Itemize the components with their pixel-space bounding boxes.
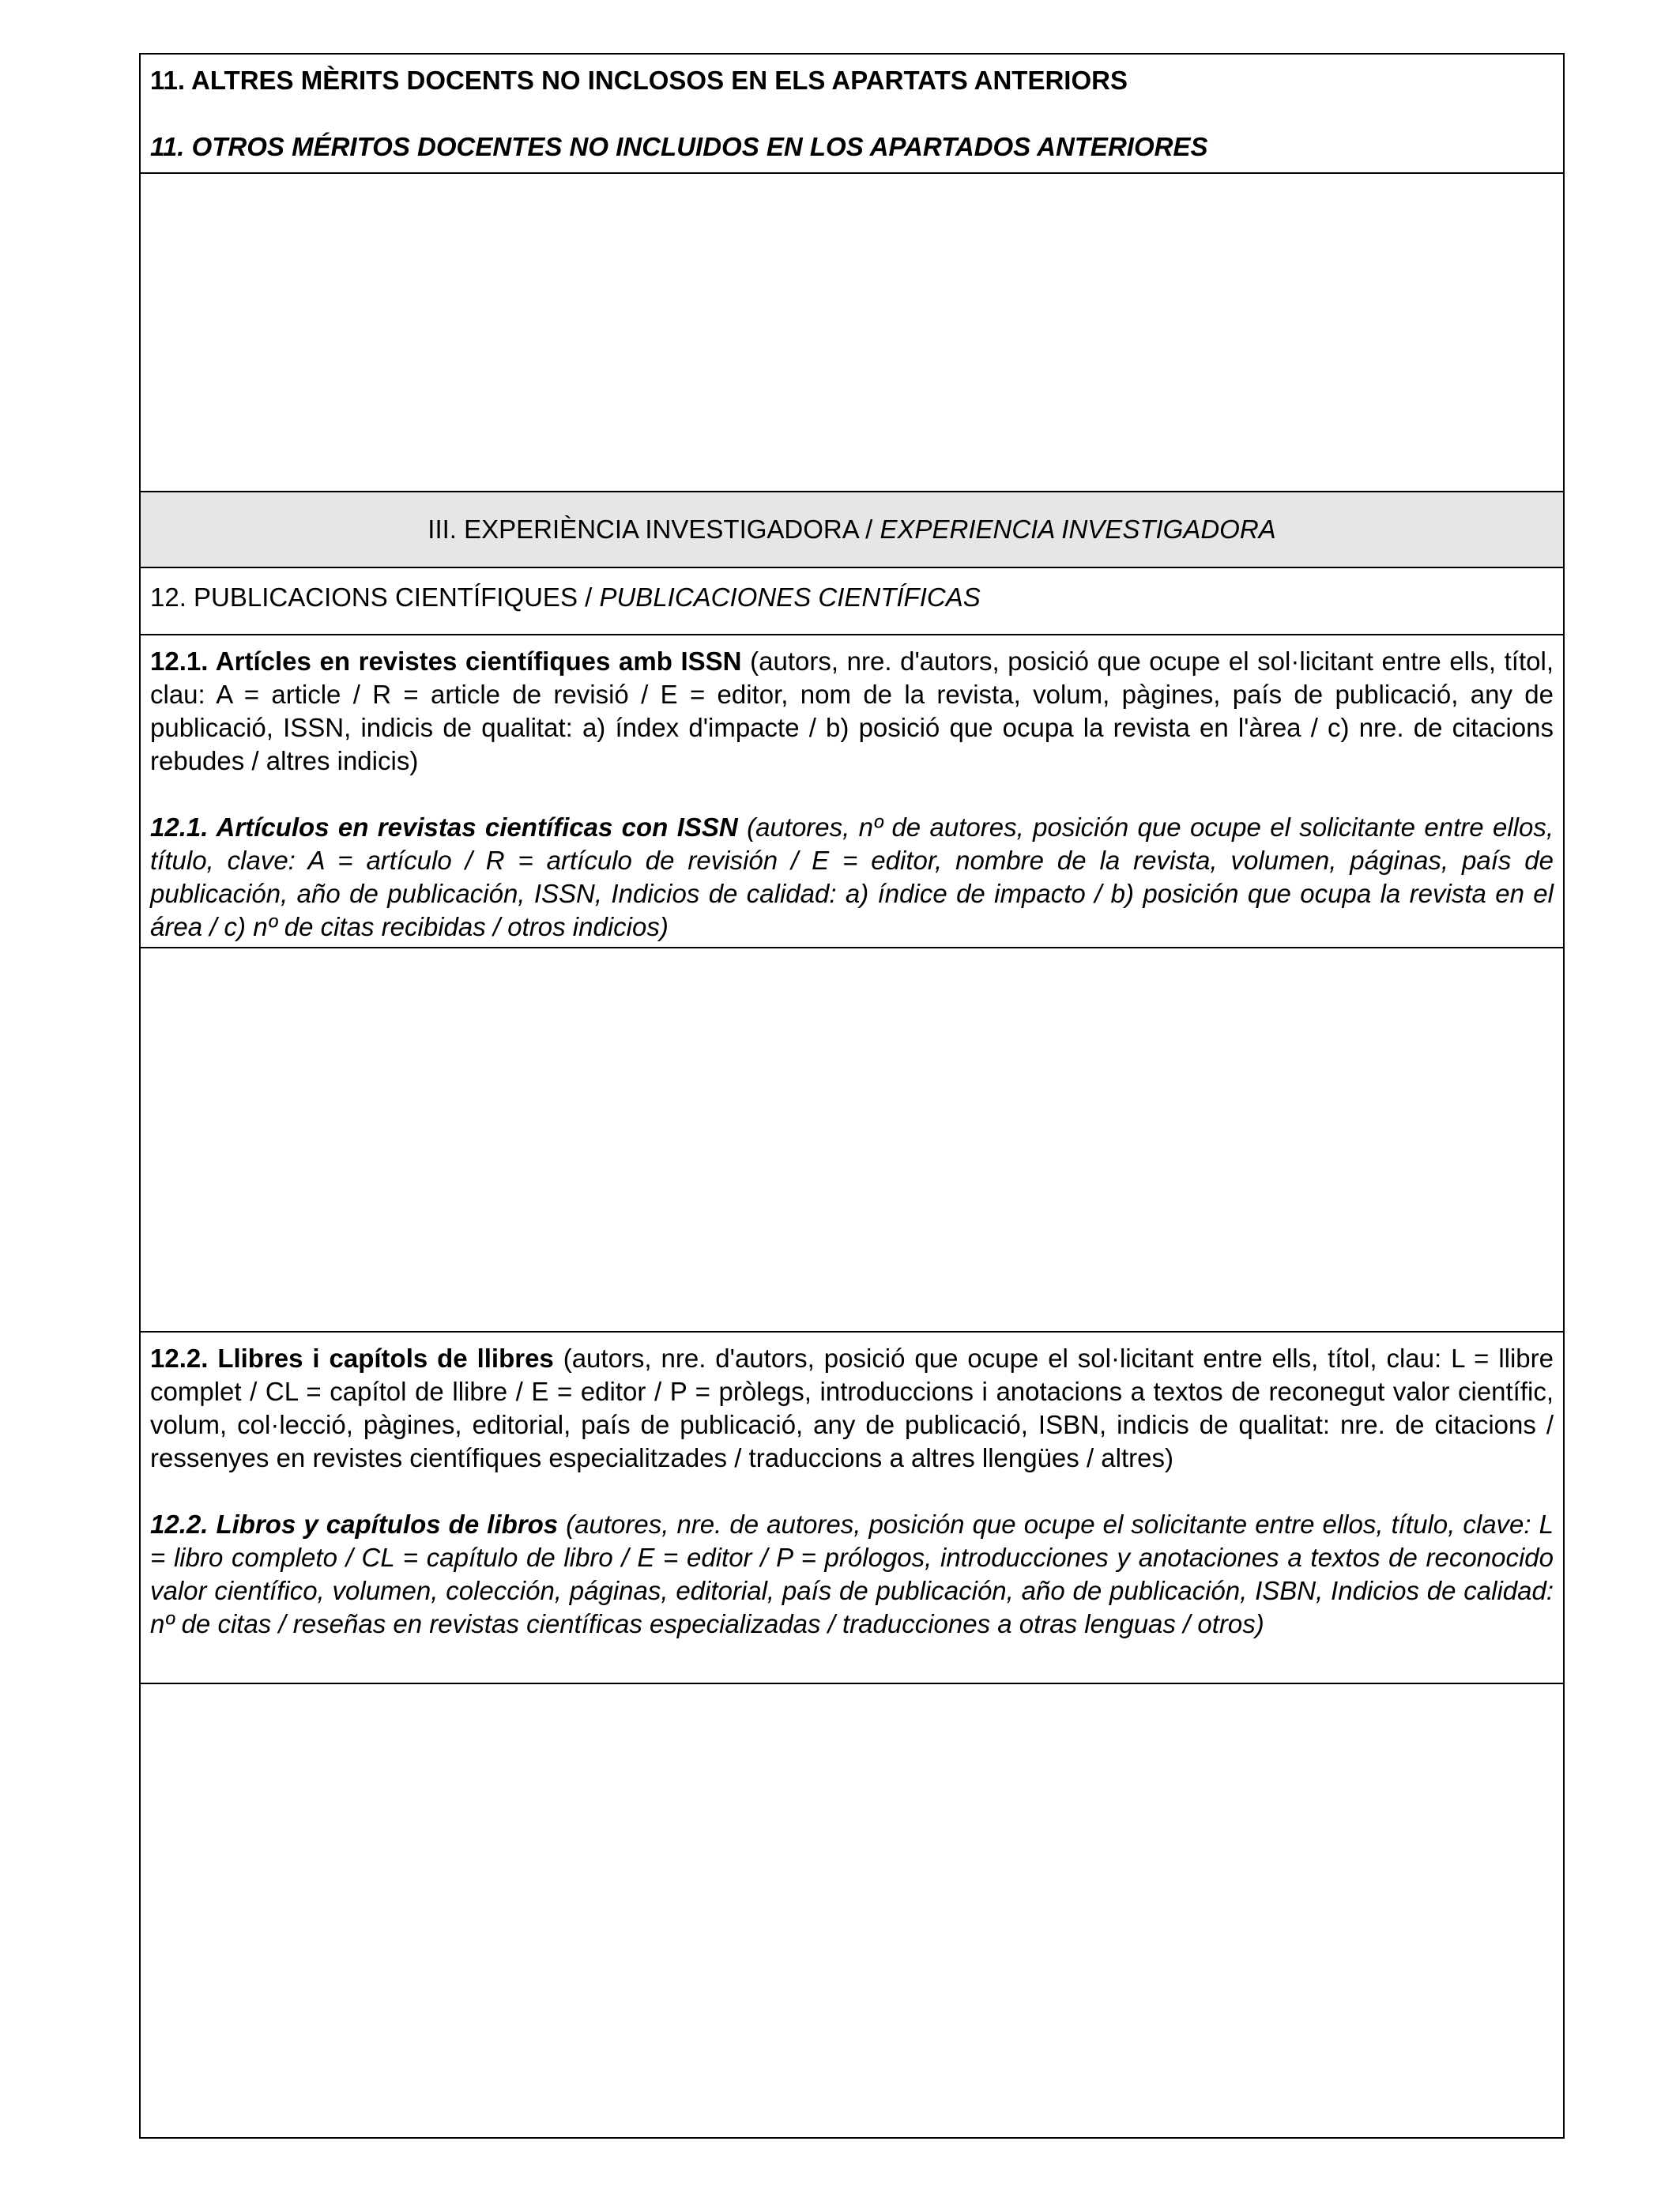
section-12-1-body-es: (autores, nº de autores, posición que ocupe el solicitante entre ellos, título, clave: A = artículo / R = artículo de revisión / E = editor, nombre de la revista, volumen, páginas, país de publicación, año de publicación, ISSN, Indicios de calidad: a) índice de impacto / b) posición que ocupa la revista en el área / c) nº de citas recibidas / otros indicios) xyxy=(150,812,1554,941)
section-12-title-ca: 12. PUBLICACIONS CIENTÍFIQUES / xyxy=(150,582,600,612)
section-12-2-answer-field[interactable] xyxy=(141,1684,1563,2137)
section-11-answer-field[interactable] xyxy=(141,174,1563,492)
section-12-2-title-es: 12.2. Libros y capítulos de libros xyxy=(150,1510,559,1539)
section-12-2-text-es xyxy=(150,1508,1554,1641)
section-12-header xyxy=(141,568,1563,635)
section-12-2-body-ca: (autors, nre. d'autors, posició que ocupe el sol·licitant entre ells, títol, clau: L = llibre complet / CL = capítol de llibre / E = editor / P = pròlegs, introduccions i anotacions a textos de reconegut valor científic, volum, col·lecció, pàgines, editorial, país de publicació, any de publicació, ISBN, indicis de qualitat: nre. de citacions / ressenyes en revistes científiques especialitzades / traduccions a altres llengües / altres) xyxy=(150,1344,1554,1472)
section-3-title-es: EXPERIENCIA INVESTIGADORA xyxy=(880,515,1276,544)
section-12-1-title-ca: 12.1. Artícles en revistes científiques amb ISSN xyxy=(150,647,742,676)
section-12-1-answer-field[interactable] xyxy=(141,948,1563,1333)
section-12-title xyxy=(150,581,1554,614)
section-12-2-body-es: (autores, nre. de autores, posición que ocupe el solicitante entre ellos, título, clave: L = libro completo / CL = capítulo de libro / E = editor / P = prólogos, introducciones y anotaciones a textos de reconocido valor científico, volumen, colección, páginas, editorial, país de publicación, año de publicación, ISBN, Indicios de calidad: nº de citas / reseñas en revistas científicas especializadas / traducciones a otras lenguas / otros) xyxy=(150,1510,1554,1638)
section-12-2-title-ca: 12.2. Llibres i capítols de llibres xyxy=(150,1344,554,1373)
section-12-1-body-ca: (autors, nre. d'autors, posició que ocupe el sol·licitant entre ells, títol, clau: A = article / R = article de revisió / E = editor, nom de la revista, volum, pàgines, país de publicació, any de publicació, ISSN, indicis de qualitat: a) índex d'impacte / b) posició que ocupa la revista en l'àrea / c) nre. de citacions rebudes / altres indicis) xyxy=(150,647,1554,775)
section-12-2-text-ca xyxy=(150,1342,1554,1475)
merits-form-table xyxy=(139,53,1565,2139)
section-12-1-text-es xyxy=(150,811,1554,944)
section-12-1-title-es: 12.1. Artículos en revistas científicas con ISSN xyxy=(150,812,738,842)
section-12-title-es: PUBLICACIONES CIENTÍFICAS xyxy=(599,582,981,612)
section-3-title-ca: III. EXPERIÈNCIA INVESTIGADORA / xyxy=(428,515,880,544)
section-11-title-ca: 11. ALTRES MÈRITS DOCENTS NO INCLOSOS EN ELS APARTATS ANTERIORS xyxy=(150,66,1128,95)
section-11-title-es: 11. OTROS MÉRITOS DOCENTES NO INCLUIDOS EN LOS APARTADOS ANTERIORES xyxy=(150,132,1208,161)
section-11-header xyxy=(141,55,1563,174)
section-3-header xyxy=(141,492,1563,568)
section-12-2-description xyxy=(141,1333,1563,1684)
section-12-1-text-ca xyxy=(150,645,1554,778)
section-12-1-description xyxy=(141,635,1563,948)
section-3-title xyxy=(428,513,1275,546)
